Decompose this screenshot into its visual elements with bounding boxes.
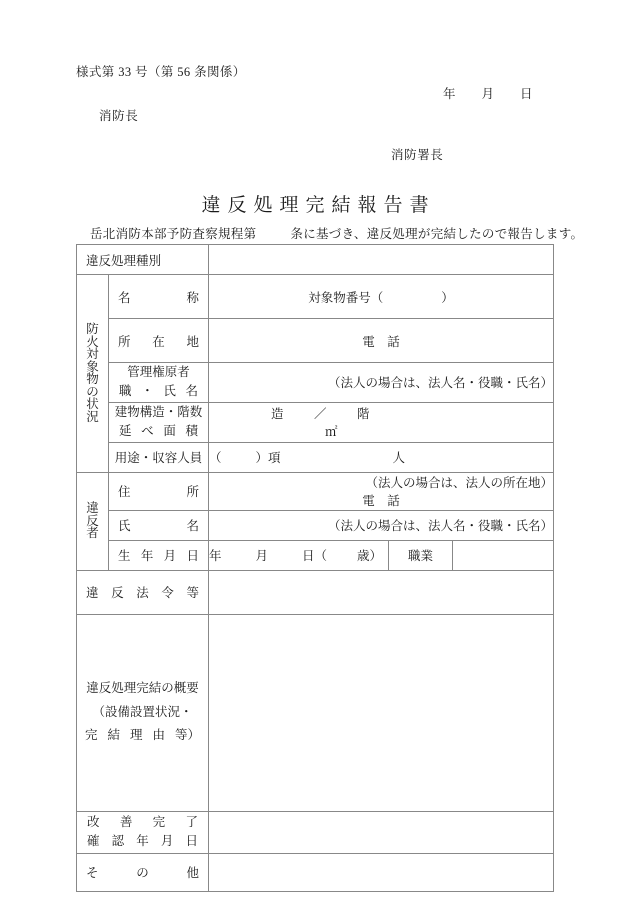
label-char: 了 bbox=[185, 814, 198, 829]
table-row-violated-law bbox=[77, 570, 554, 614]
label-char: 月 bbox=[163, 549, 177, 563]
date-day-label: 日 bbox=[520, 87, 533, 101]
label-char: 令 bbox=[161, 586, 174, 600]
manager-label-line2 bbox=[109, 382, 208, 401]
corporate-note-name-2: （法人の場合は、法人名・役職・氏名） bbox=[328, 519, 554, 533]
usage-label-text: 用途・収容人員 bbox=[114, 451, 203, 465]
table-row-improvement-date bbox=[77, 811, 554, 853]
violation-type-label-text: 違反処理種別 bbox=[86, 253, 162, 268]
violator-address-label bbox=[109, 472, 209, 510]
label-char: 職 bbox=[119, 384, 132, 399]
improvement-date-label-text bbox=[77, 813, 208, 852]
label-char: 他 bbox=[186, 866, 199, 880]
label-char: 確 bbox=[87, 834, 100, 848]
label-char: 法 bbox=[136, 586, 149, 600]
birth-day-label: 日（ bbox=[302, 549, 328, 563]
object-name-label-text bbox=[109, 288, 208, 306]
object-location-value[interactable] bbox=[209, 319, 554, 363]
table-row-manager bbox=[77, 363, 554, 403]
violator-name-label bbox=[109, 510, 209, 540]
label-char: 月 bbox=[160, 834, 174, 848]
date-year-label: 年 bbox=[443, 87, 456, 101]
label-char: 在 bbox=[152, 334, 165, 349]
label-char: 地 bbox=[186, 334, 199, 349]
label-char: 完 bbox=[85, 728, 98, 743]
usage-paren-open: （ bbox=[209, 451, 222, 465]
label-char: 称 bbox=[186, 290, 199, 305]
other-label bbox=[77, 853, 209, 891]
label-char: 等 bbox=[186, 586, 199, 600]
rail-char: 反 bbox=[86, 513, 99, 528]
violator-birthdate-value[interactable] bbox=[209, 540, 389, 570]
reporter-fire-station-chief: 消防署長 bbox=[391, 148, 444, 162]
label-char: ・ bbox=[141, 384, 154, 399]
usage-value[interactable] bbox=[209, 442, 554, 472]
summary-label-line3 bbox=[77, 724, 208, 748]
label-char: 認 bbox=[111, 834, 125, 848]
object-number-close: ） bbox=[441, 290, 454, 305]
structure-label: 建物構造・階数 bbox=[114, 404, 203, 419]
violator-address-value[interactable] bbox=[209, 472, 554, 510]
violator-rail-text bbox=[77, 502, 108, 540]
structure-value-line bbox=[209, 404, 553, 422]
other-value[interactable] bbox=[209, 853, 554, 891]
label-char: 延 bbox=[119, 424, 132, 439]
structure-slash: ／ bbox=[314, 407, 328, 422]
birth-year-label: 年 bbox=[209, 549, 222, 563]
birth-month-label: 月 bbox=[255, 549, 269, 563]
label-char: そ bbox=[86, 866, 99, 880]
label-char: 改 bbox=[87, 814, 100, 829]
label-char: べ bbox=[141, 424, 154, 439]
object-location-label-text bbox=[109, 332, 208, 350]
structure-area-label bbox=[109, 402, 209, 442]
other-label-text bbox=[77, 863, 208, 881]
summary-value[interactable] bbox=[209, 614, 554, 811]
violator-telephone-label: 電 話 bbox=[362, 494, 400, 508]
violation-type-label bbox=[77, 245, 209, 275]
lead-sentence bbox=[90, 224, 583, 242]
rail-char: 状 bbox=[86, 397, 99, 412]
occupation-label-text: 職業 bbox=[407, 549, 433, 563]
violator-name-label-text bbox=[109, 516, 208, 534]
label-char: の bbox=[136, 866, 149, 880]
object-location-label bbox=[109, 319, 209, 363]
manager-label bbox=[109, 363, 209, 403]
label-char: 氏 bbox=[163, 384, 176, 399]
object-status-rail-text bbox=[77, 323, 108, 423]
area-label bbox=[109, 422, 208, 441]
violator-rail bbox=[77, 472, 109, 570]
summary-label-text bbox=[77, 677, 208, 748]
addressee-fire-chief: 消防長 bbox=[99, 109, 139, 123]
label-char: 積 bbox=[185, 424, 198, 439]
lead-sentence-prefix: 岳北消防本部予防査察規程第 bbox=[90, 227, 257, 241]
table-row-object-name bbox=[77, 275, 554, 319]
corporate-note-address: （法人の場合は、法人の所在地） bbox=[365, 476, 554, 490]
summary-label-line1: 違反処理完結の概要 bbox=[86, 680, 199, 695]
rail-char: 防 bbox=[86, 322, 99, 337]
corporate-note-name: （法人の場合は、法人名・役職・氏名） bbox=[328, 376, 554, 391]
label-char: 所 bbox=[186, 485, 199, 499]
violator-birthdate-label-text bbox=[109, 546, 208, 564]
label-char: 日 bbox=[186, 549, 199, 563]
label-char: 名 bbox=[118, 290, 131, 305]
label-char: 違 bbox=[86, 586, 99, 600]
label-char: 日 bbox=[185, 834, 198, 848]
date-line bbox=[443, 84, 533, 102]
label-char: 善 bbox=[119, 814, 133, 829]
manager-value[interactable] bbox=[209, 363, 554, 403]
rail-char: 対 bbox=[86, 347, 99, 362]
birth-age-label: 歳） bbox=[357, 549, 383, 563]
label-char: 完 bbox=[152, 814, 166, 829]
table-row-usage bbox=[77, 442, 554, 472]
label-char: 面 bbox=[163, 424, 176, 439]
object-name-value[interactable] bbox=[209, 275, 554, 319]
label-char: 名 bbox=[186, 519, 199, 533]
violated-law-value[interactable] bbox=[209, 570, 554, 614]
violated-law-label bbox=[77, 570, 209, 614]
date-month-label: 月 bbox=[481, 87, 495, 101]
structure-zou: 造 bbox=[271, 407, 285, 422]
rail-char: の bbox=[86, 384, 99, 399]
usage-label bbox=[109, 442, 209, 472]
rail-char: 物 bbox=[86, 372, 99, 387]
improvement-label-line1 bbox=[77, 813, 208, 832]
table-row-violation-type bbox=[77, 245, 554, 275]
document-title: 違反処理完結報告書 bbox=[201, 195, 436, 216]
object-name-label bbox=[109, 275, 209, 319]
rail-char: 火 bbox=[86, 334, 99, 349]
label-char: 生 bbox=[118, 549, 131, 563]
label-char: 所 bbox=[118, 334, 131, 349]
occupation-label bbox=[389, 540, 453, 570]
summary-label bbox=[77, 614, 209, 811]
violator-name-value[interactable] bbox=[209, 510, 554, 540]
label-char: 年 bbox=[140, 549, 154, 563]
label-char: 等） bbox=[174, 728, 200, 743]
label-char: 反 bbox=[111, 586, 124, 600]
label-char: 住 bbox=[118, 485, 131, 499]
improvement-date-label bbox=[77, 811, 209, 853]
label-char: 結 bbox=[107, 728, 120, 743]
manager-label-line1: 管理権原者 bbox=[127, 365, 190, 379]
label-char: 由 bbox=[152, 728, 165, 743]
rail-char: 況 bbox=[86, 409, 99, 424]
improvement-date-value[interactable] bbox=[209, 811, 554, 853]
structure-area-value[interactable] bbox=[209, 402, 554, 442]
object-number-label: 対象物番号（ bbox=[308, 290, 384, 305]
table-row-structure-area bbox=[77, 402, 554, 442]
label-char: 年 bbox=[136, 834, 149, 848]
table-row-violator-name bbox=[77, 510, 554, 540]
manager-label-text bbox=[109, 363, 208, 402]
violator-address-label-text bbox=[109, 482, 208, 500]
occupation-value[interactable] bbox=[453, 540, 554, 570]
telephone-label: 電 話 bbox=[362, 334, 400, 349]
table-row-object-location bbox=[77, 319, 554, 363]
table-row-violator-address bbox=[77, 472, 554, 510]
violated-law-label-text bbox=[77, 583, 208, 601]
table-row-violator-birth bbox=[77, 540, 554, 570]
object-status-rail bbox=[77, 275, 109, 473]
violation-completion-form-table bbox=[76, 244, 554, 892]
rail-char: 象 bbox=[86, 359, 99, 374]
violator-birthdate-label bbox=[109, 540, 209, 570]
summary-label-line2: （設備設置状況・ bbox=[92, 704, 193, 719]
improvement-label-line2 bbox=[77, 832, 208, 851]
label-char: 名 bbox=[185, 384, 198, 399]
violation-type-value[interactable] bbox=[209, 245, 554, 275]
lead-sentence-suffix: 条に基づき、違反処理が完結したので報告します。 bbox=[290, 227, 584, 241]
form-number: 様式第 33 号（第 56 条関係） bbox=[76, 65, 246, 79]
usage-paren-close: ）項 bbox=[255, 451, 281, 465]
usage-person-unit: 人 bbox=[392, 451, 406, 465]
area-unit-line: ㎡ bbox=[325, 425, 338, 440]
label-char: 理 bbox=[129, 728, 143, 743]
rail-char: 者 bbox=[86, 526, 99, 541]
table-row-summary bbox=[77, 614, 554, 811]
structure-area-label-text bbox=[109, 403, 208, 442]
label-char: 氏 bbox=[118, 519, 131, 533]
structure-kai: 階 bbox=[357, 407, 371, 422]
rail-char: 違 bbox=[86, 501, 99, 516]
table-row-other bbox=[77, 853, 554, 891]
